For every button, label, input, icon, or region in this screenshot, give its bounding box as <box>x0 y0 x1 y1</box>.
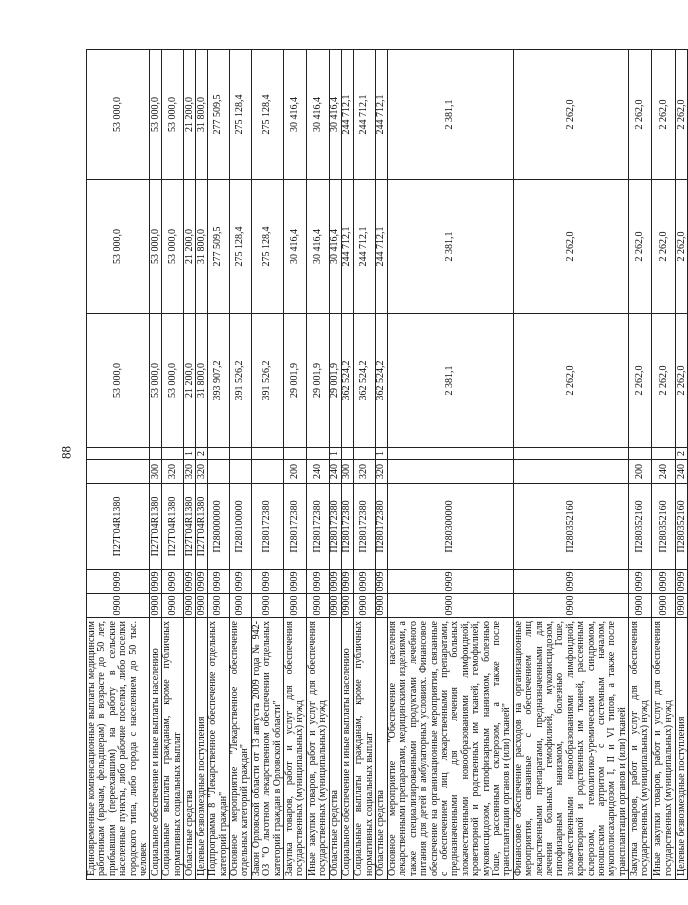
sum-2019: 29 001,9 <box>307 314 330 448</box>
sum-2021: 275 128,4 <box>230 50 252 180</box>
sum-2019: 29 001,9 <box>284 314 307 448</box>
sum-2019: 53 000,0 <box>87 314 150 448</box>
sum-2020: 30 416,4 <box>307 180 330 314</box>
funding-source-code <box>652 448 676 460</box>
subsection-code: 0909 <box>230 570 252 594</box>
funding-source-code <box>342 448 354 460</box>
sum-2019: 2 262,0 <box>652 314 676 448</box>
section-code: 0900 <box>387 594 513 618</box>
section-code: 0900 <box>329 595 341 616</box>
funding-source-code: 2 <box>676 448 688 460</box>
table-row <box>284 50 307 880</box>
sum-2019: 21 200,0 <box>184 314 196 448</box>
target-article-code: П280172380 <box>307 484 330 570</box>
subsection-code: 0909 <box>341 571 353 592</box>
target-article-code: П280000000 <box>208 484 230 570</box>
funding-source-code <box>251 448 283 460</box>
page-number: 88 <box>58 446 74 459</box>
sum-2020: 244 712,1 <box>375 180 387 314</box>
sum-2021: 2 262,0 <box>629 50 652 180</box>
funding-source-code <box>87 448 150 460</box>
funding-source-code <box>162 448 184 460</box>
table-row <box>208 50 230 880</box>
target-article-code: П280352160 <box>513 484 628 570</box>
table-row <box>184 50 196 880</box>
section-code: 0900 <box>208 594 230 618</box>
subsection-code: 0909 <box>513 570 628 594</box>
funding-source-code: 1 <box>184 448 196 460</box>
sum-2020: 31 800,0 <box>196 180 208 314</box>
row-name: Социальные выплаты гражданам, кроме публичных нормативных социальных выплат <box>354 618 376 880</box>
sum-2021: 30 416,4 <box>284 50 307 180</box>
funding-source-code <box>230 448 252 460</box>
subsection-code: 0909 <box>675 571 687 592</box>
sum-2019: 2 262,0 <box>513 314 628 448</box>
funding-source-code: 1 <box>375 448 387 460</box>
subsection-code: 0909 <box>375 571 387 592</box>
sum-2021: 2 262,0 <box>676 50 688 180</box>
section-code: 0900 <box>675 595 687 616</box>
sum-2020: 2 262,0 <box>676 180 688 314</box>
expense-type-code: 320 <box>196 460 208 484</box>
subsection-code: 0909 <box>329 571 341 592</box>
sum-2021: 30 416,4 <box>330 50 342 180</box>
sum-2019: 362 524,2 <box>375 314 387 448</box>
sum-2021: 53 000,0 <box>150 50 162 180</box>
sum-2019: 2 381,1 <box>387 314 513 448</box>
sum-2019: 31 800,0 <box>196 314 208 448</box>
sum-2021: 53 000,0 <box>162 50 184 180</box>
table-row <box>87 50 150 880</box>
sum-2021: 31 800,0 <box>196 50 208 180</box>
sum-2020: 277 509,5 <box>208 180 230 314</box>
section-code: 0900 <box>307 594 330 618</box>
section-code: 0900 <box>652 594 676 618</box>
funding-source-code: 1 <box>330 448 342 460</box>
funding-source-code <box>150 448 162 460</box>
funding-source-code <box>629 448 652 460</box>
row-name: Целевые безвозмездные поступления <box>196 618 208 880</box>
budget-table <box>86 49 688 880</box>
row-name: Областные средства <box>184 618 196 880</box>
table-body <box>87 50 688 880</box>
target-article-code: П280172380 <box>354 484 376 570</box>
table-row <box>513 50 628 880</box>
sum-2020: 244 712,1 <box>354 180 376 314</box>
row-name: Закупка товаров, работ и услуг для обеспечения государственных (муниципальных) нужд <box>284 618 307 880</box>
expense-type-code: 240 <box>330 460 342 484</box>
funding-source-code <box>354 448 376 460</box>
target-article-code: П27Г04R1380 <box>150 484 162 570</box>
sum-2019: 2 262,0 <box>676 314 688 448</box>
table-row <box>162 50 184 880</box>
sum-2021: 2 381,1 <box>387 50 513 180</box>
section-code: 0900 <box>284 594 307 618</box>
expense-type-code: 240 <box>676 460 688 484</box>
subsection-code: 0909 <box>251 570 283 594</box>
sum-2020: 2 381,1 <box>387 180 513 314</box>
section-code: 0900 <box>375 595 387 616</box>
sum-2019: 53 000,0 <box>162 314 184 448</box>
sum-2019: 391 526,2 <box>251 314 283 448</box>
sum-2021: 2 262,0 <box>652 50 676 180</box>
subsection-code: 0909 <box>307 570 330 594</box>
subsection-code: 0909 <box>354 570 376 594</box>
table-row <box>307 50 330 880</box>
row-name: Закупка товаров, работ и услуг для обеспечения государственных (муниципальных) нужд <box>629 618 652 880</box>
table-row <box>375 50 387 880</box>
target-article-code: П280352160 <box>676 484 688 570</box>
sum-2021: 244 712,1 <box>342 50 354 180</box>
sum-2021: 30 416,4 <box>307 50 330 180</box>
funding-source-code <box>284 448 307 460</box>
expense-type-code <box>387 460 513 484</box>
table-row <box>330 50 342 880</box>
expense-type-code <box>251 460 283 484</box>
section-code: 0900 <box>230 594 252 618</box>
sum-2021: 2 262,0 <box>513 50 628 180</box>
target-article-code: П27Г04R1380 <box>184 484 196 570</box>
expense-type-code: 200 <box>284 460 307 484</box>
table-row <box>387 50 513 880</box>
target-article-code: П280172380 <box>284 484 307 570</box>
subsection-code: 0909 <box>629 570 652 594</box>
table-row <box>354 50 376 880</box>
sum-2019: 362 524,2 <box>354 314 376 448</box>
sum-2021: 21 200,0 <box>184 50 196 180</box>
section-code: 0900 <box>354 594 376 618</box>
table-row <box>150 50 162 880</box>
section-code: 0900 <box>251 594 283 618</box>
sum-2020: 30 416,4 <box>330 180 342 314</box>
sum-2021: 244 712,1 <box>375 50 387 180</box>
funding-source-code <box>387 448 513 460</box>
subsection-code: 0909 <box>652 570 676 594</box>
table-row <box>629 50 652 880</box>
section-code: 0900 <box>149 595 161 616</box>
row-name: Иные закупки товаров, работ и услуг для обеспечения государственных (муниципальных) нужд <box>652 618 676 880</box>
target-article-code: П280352160 <box>629 484 652 570</box>
expense-type-code <box>208 460 230 484</box>
expense-type-code: 320 <box>375 460 387 484</box>
row-name: Закон Орловской области от 13 августа 2009 года № 942-ОЗ "О льготном лекарственном обеспечении отдельных категорий граждан в Орловской области" <box>251 618 283 880</box>
sum-2020: 275 128,4 <box>251 180 283 314</box>
section-code: 0900 <box>87 594 150 618</box>
sum-2020: 2 262,0 <box>652 180 676 314</box>
sum-2019: 393 907,2 <box>208 314 230 448</box>
target-article-code: П27Г04R1380 <box>87 484 150 570</box>
subsection-code: 0909 <box>162 570 184 594</box>
sum-2021: 244 712,1 <box>354 50 376 180</box>
target-article-code: П280172380 <box>251 484 283 570</box>
table-row <box>652 50 676 880</box>
expense-type-code: 320 <box>354 460 376 484</box>
section-code: 0900 <box>195 595 207 616</box>
subsection-code: 0909 <box>149 571 161 592</box>
row-name: Основное мероприятие "Лекарственное обеспечение отдельных категорий граждан" <box>230 618 252 880</box>
expense-type-code <box>230 460 252 484</box>
sum-2019: 2 262,0 <box>629 314 652 448</box>
sum-2020: 2 262,0 <box>513 180 628 314</box>
expense-type-code <box>87 460 150 484</box>
subsection-code: 0909 <box>87 570 150 594</box>
sum-2020: 244 712,1 <box>342 180 354 314</box>
section-code: 0900 <box>629 594 652 618</box>
table-row <box>230 50 252 880</box>
sum-2020: 30 416,4 <box>284 180 307 314</box>
funding-source-code <box>513 448 628 460</box>
sum-2021: 277 509,5 <box>208 50 230 180</box>
row-name: Областные средства <box>330 618 342 880</box>
section-code: 0900 <box>341 595 353 616</box>
expense-type-code: 320 <box>162 460 184 484</box>
target-article-code: П280172380 <box>330 484 342 570</box>
row-name: Социальное обеспечение и иные выплаты населению <box>150 618 162 880</box>
target-article-code: П280300000 <box>387 484 513 570</box>
sum-2019: 29 001,9 <box>330 314 342 448</box>
table-row <box>342 50 354 880</box>
budget-table-rotated <box>86 50 687 880</box>
target-article-code: П280100000 <box>230 484 252 570</box>
sum-2020: 53 000,0 <box>162 180 184 314</box>
section-code: 0900 <box>162 594 184 618</box>
subsection-code: 0909 <box>208 570 230 594</box>
funding-source-code <box>307 448 330 460</box>
table-row <box>676 50 688 880</box>
section-code: 0900 <box>513 594 628 618</box>
target-article-code: П280352160 <box>652 484 676 570</box>
expense-type-code: 200 <box>629 460 652 484</box>
subsection-code: 0909 <box>183 571 195 592</box>
subsection-code: 0909 <box>195 571 207 592</box>
row-name: Финансовое обеспечение расходов на организационные мероприятия, связанные с обеспечением лиц лекарственными препаратами, предназначенными для лечения больных гемофилией, муковисцидозом, гипофизарным нанизмом, болезнью Гоше, злокачественными новообразованиями лимфоидной, кроветворной и родственных им тканей, рассеянным склерозом, гемолитико-уремическим синдромом, юношеским артритом с системным началом, мукополисахаридозом I, II и VI типов, а также после трансплантации органов и (или) тканей <box>513 618 628 880</box>
row-name: Целевые безвозмездные поступления <box>676 618 688 880</box>
section-code: 0900 <box>183 595 195 616</box>
row-name: Областные средства <box>375 618 387 880</box>
expense-type-code: 300 <box>150 460 162 484</box>
expense-type-code: 320 <box>184 460 196 484</box>
target-article-code: П27Г04R1380 <box>162 484 184 570</box>
subsection-code: 0909 <box>284 570 307 594</box>
sum-2020: 53 000,0 <box>87 180 150 314</box>
sum-2020: 21 200,0 <box>184 180 196 314</box>
table-row <box>196 50 208 880</box>
expense-type-code: 300 <box>342 460 354 484</box>
target-article-code: П280172380 <box>375 484 387 570</box>
funding-source-code <box>208 448 230 460</box>
sum-2020: 2 262,0 <box>629 180 652 314</box>
row-name: Социальные выплаты гражданам, кроме публичных нормативных социальных выплат <box>162 618 184 880</box>
sum-2021: 53 000,0 <box>87 50 150 180</box>
sum-2019: 391 526,2 <box>230 314 252 448</box>
target-article-code: П27Г04R1380 <box>196 484 208 570</box>
funding-source-code: 2 <box>196 448 208 460</box>
subsection-code: 0909 <box>387 570 513 594</box>
row-name: Иные закупки товаров, работ и услуг для обеспечения государственных (муниципальных) нужд <box>307 618 330 880</box>
expense-type-code: 240 <box>307 460 330 484</box>
sum-2021: 275 128,4 <box>251 50 283 180</box>
row-name: Подпрограмма 8 "Лекарственное обеспечение отдельных категорий граждан" <box>208 618 230 880</box>
sum-2019: 53 000,0 <box>150 314 162 448</box>
expense-type-code: 240 <box>652 460 676 484</box>
sum-2020: 53 000,0 <box>150 180 162 314</box>
row-name: Единовременные компенсационные выплаты медицинским работникам (врачам, фельдшерам) в возрасте до 50 лет, прибывшим (переехавшим) на работу в сельские населенные пункты, либо рабочие поселки, либо поселки городского типа, либо города с населением до 50 тыс. человек <box>87 618 150 880</box>
row-name: Основное мероприятие "Обеспечение населения лекарственными препаратами, медицинскими изделиями, а также специализированными продуктами лечебного питания для детей в амбулаторных условиях. Финансовое обеспечение на организационные мероприятия, связанные с обеспечением лиц лекарственными препаратами, предназначенными для лечения больных злокачественными новообразованиями лимфоидной, кроветворной и родственных им тканей, гемофилией, муковисцидозом, гипофизарным нанизмом, болезнью Гоше, рассеянным склерозом, а также после трансплантации органов и (или) тканей" <box>387 618 513 880</box>
expense-type-code <box>513 460 628 484</box>
sum-2020: 275 128,4 <box>230 180 252 314</box>
sum-2019: 362 524,2 <box>342 314 354 448</box>
target-article-code: П280172380 <box>342 484 354 570</box>
table-row <box>251 50 283 880</box>
row-name: Социальное обеспечение и иные выплаты населению <box>342 618 354 880</box>
